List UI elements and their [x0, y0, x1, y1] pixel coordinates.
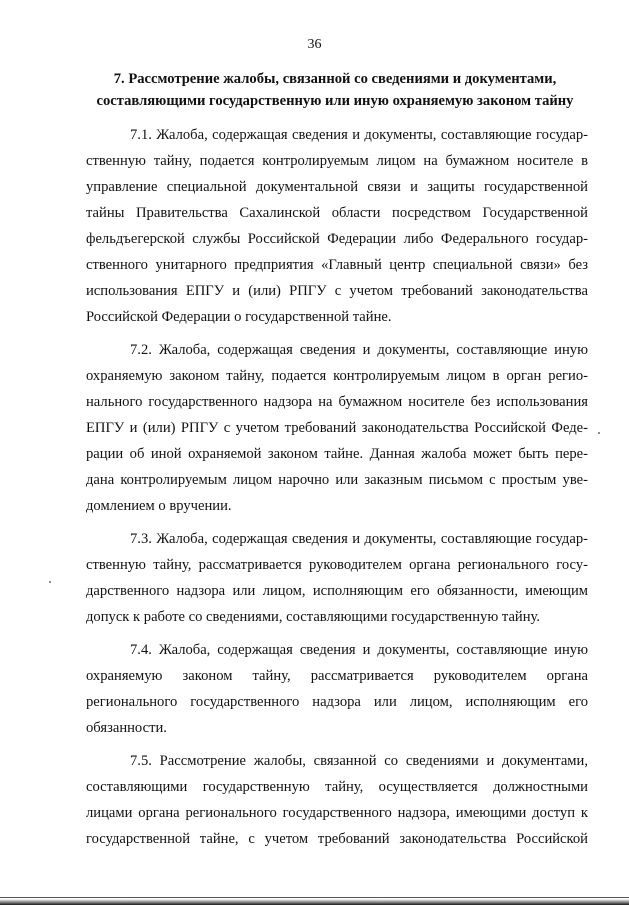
paragraph-line: ственную тайну, рассматривается руководителем органа регионального госу-: [86, 557, 588, 573]
paragraph-line: тайны Правительства Сахалинской области посредством Государственной: [86, 205, 588, 221]
paragraph-line: обязанности.: [86, 720, 167, 736]
paragraph-line: лицами органа регионального государственного надзора, имеющими доступ к: [86, 805, 588, 821]
scan-speck: [49, 581, 51, 583]
paragraph-line: дана контролируемым лицом нарочно или заказным письмом с простым уве-: [86, 472, 588, 488]
paragraph-line: охраняемую законом тайну, рассматривается руководителем органа: [86, 668, 588, 684]
paragraph-line: государственной тайне, с учетом требований законодательства Российской: [86, 831, 588, 847]
paragraph-line: фельдъегерской службы Российской Федерации либо Федерального государ-: [86, 231, 588, 247]
paragraph-line: дарственного надзора или лицом, исполняющим его обязанности, имеющим: [86, 583, 588, 599]
paragraph-line: ственного унитарного предприятия «Главный центр специальной связи» без: [86, 257, 588, 273]
paragraph-line: 7.3. Жалоба, содержащая сведения и документы, составляющие государ-: [130, 531, 588, 547]
document-body: [86, 122, 588, 859]
paragraph-line: составляющими государственную тайну, осуществляется должностными: [86, 779, 588, 795]
paragraph-1: [86, 122, 588, 330]
paragraph-line: 7.1. Жалоба, содержащая сведения и документы, составляющие государ-: [130, 127, 588, 143]
paragraph-line: рации об иной охраняемой законом тайне. Данная жалоба может быть пере-: [86, 446, 588, 462]
paragraph-2: [86, 337, 588, 519]
page-number: 36: [307, 37, 322, 52]
paragraph-line: Российской Федерации о государственной тайне.: [86, 309, 392, 325]
paragraph-5: [86, 748, 588, 852]
scan-edge-line: [0, 897, 629, 898]
paragraph-4: [86, 637, 588, 741]
paragraph-line: ственную тайну, подается контролируемым лицом на бумажном носителе в: [86, 153, 588, 169]
paragraph-line: охраняемую законом тайну, подается контролируемым лицом в орган регио-: [86, 368, 588, 384]
paragraph-line: нального государственного надзора на бумажном носителе без использования: [86, 394, 588, 410]
paragraph-3: [86, 526, 588, 630]
paragraph-line: допуск к работе со сведениями, составляющими государственную тайну.: [86, 609, 541, 625]
section-heading-line-1: 7. Рассмотрение жалобы, связанной со сведениями и документами,: [113, 71, 557, 87]
paragraph-line: домлением о вручении.: [86, 498, 232, 514]
paragraph-line: ЕПГУ и (или) РПГУ с учетом требований законодательства Российской Феде-: [86, 420, 588, 436]
paragraph-line: 7.5. Рассмотрение жалобы, связанной со сведениями и документами,: [130, 753, 588, 769]
paragraph-line: регионального государственного надзора или лицом, исполняющим его: [86, 694, 588, 710]
paragraph-line: 7.4. Жалоба, содержащая сведения и документы, составляющие иную: [130, 642, 588, 658]
scan-speck: [598, 432, 600, 434]
scan-bottom-edge: [0, 899, 629, 905]
paragraph-line: управление специальной документальной связи и защиты государственной: [86, 179, 588, 195]
section-heading: [52, 68, 618, 112]
paragraph-line: 7.2. Жалоба, содержащая сведения и документы, составляющие иную: [130, 342, 588, 358]
section-heading-line-2: составляющими государственную или иную охраняемую законом тайну: [96, 93, 574, 109]
paragraph-line: использования ЕПГУ и (или) РПГУ с учетом требований законодательства: [86, 283, 588, 299]
